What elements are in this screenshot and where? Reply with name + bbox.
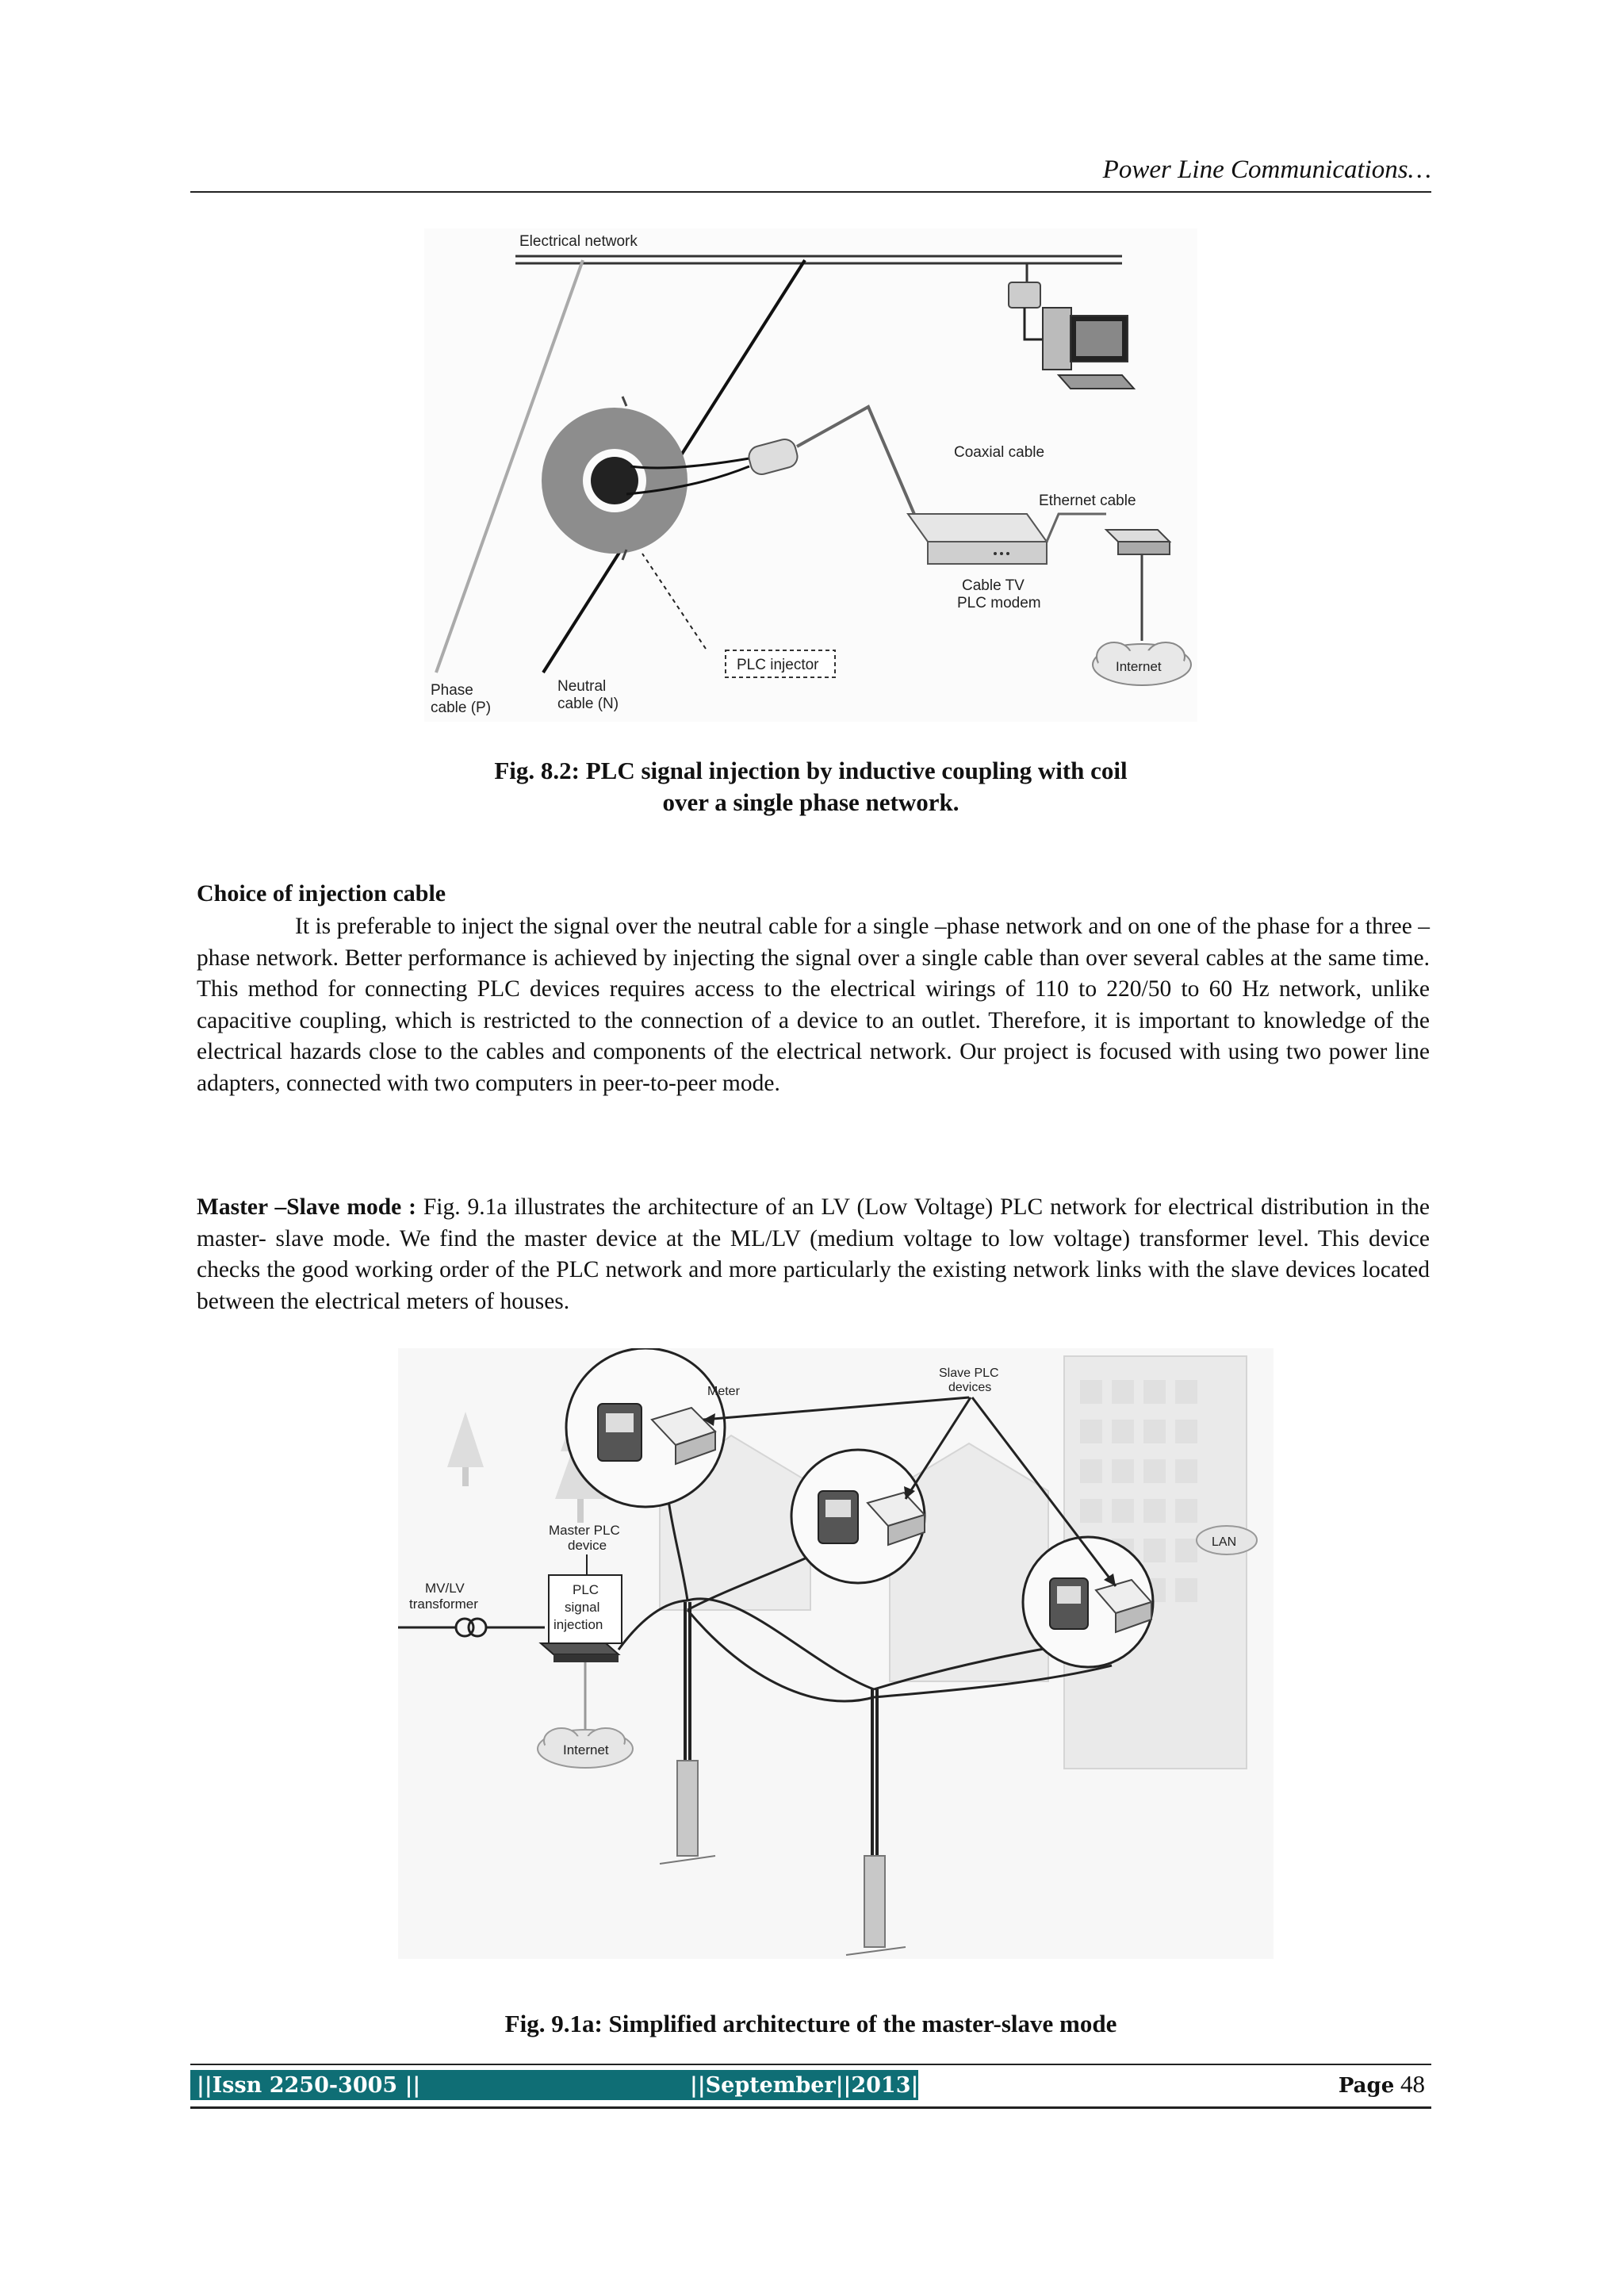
slave-site-building	[1023, 1537, 1153, 1667]
figure2-caption: Fig. 9.1a: Simplified architecture of the master-slave mode	[504, 2010, 1117, 2037]
utility-pole-2	[846, 1689, 906, 1955]
section-body-master-slave: Fig. 9.1a illustrates the architecture of an LV (Low Voltage) PLC network for electrical distribution in the master- slave mode. We find the master device at the ML/LV (medium voltage to low voltage) transformer level. This device checks the good working order of the PLC network and more particularly the existing network links with the slave devices located between the electrical meters of houses.	[197, 1194, 1430, 1314]
computer-icon	[1043, 308, 1134, 389]
plc-injector-device	[746, 437, 799, 477]
label-mvlv-line1: MV/LV	[425, 1581, 465, 1596]
label-neutral-line1: Neutral	[557, 678, 607, 695]
figure1-caption-line1: Fig. 8.2: PLC signal injection by inductive coupling with coil	[494, 757, 1128, 784]
figure-master-slave-architecture	[398, 1348, 1274, 1959]
label-master-line1: Master PLC	[549, 1523, 620, 1538]
label-internet-2: Internet	[563, 1742, 609, 1757]
label-plc-injector: PLC injector	[737, 657, 819, 673]
label-slave-line1: Slave PLC	[939, 1366, 999, 1380]
utility-pole-1	[660, 1602, 715, 1864]
label-ethernet-cable: Ethernet cable	[1039, 493, 1136, 509]
cable-tv-plc-modem	[908, 514, 1047, 564]
slave-site-meter	[566, 1348, 725, 1507]
section-body-injection-cable: It is preferable to inject the signal over the neutral cable for a single –phase network and on one of the phase for a three –phase network. Better performance is achieved by injecting the signal over a single cable than over several cables at the same time. This method for connecting PLC devices requires access to the electrical wirings of 110 to 220/50 to 60 Hz network, unlike capacitive coupling, which is restricted to the connection of a device to an outlet. Therefore, it is important to knowledge of the electrical hazards close to the cables and components of the electrical network. Our project is focused with using two power line adapters, connected with two computers in peer-to-peer mode.	[197, 914, 1430, 1096]
figure-inductive-coupling	[424, 228, 1197, 722]
label-phase-line1: Phase	[431, 682, 473, 699]
footer-date: ||September||2013||	[690, 2073, 927, 2098]
footer-page-label: Page	[1338, 2074, 1395, 2098]
label-neutral-line2: cable (N)	[557, 696, 619, 712]
label-electrical-network: Electrical network	[519, 233, 638, 250]
slave-site-house	[791, 1450, 925, 1583]
label-meter: Meter	[707, 1385, 740, 1398]
label-coaxial-cable: Coaxial cable	[954, 444, 1045, 461]
label-mvlv-line2: transformer	[409, 1596, 478, 1612]
figure1-caption-line2: over a single phase network.	[662, 788, 959, 816]
figure1-caption	[190, 755, 1431, 818]
label-plc-line2: signal	[565, 1600, 600, 1615]
label-master-line2: device	[568, 1538, 607, 1553]
label-phase-line2: cable (P)	[431, 700, 492, 716]
header-rule	[190, 191, 1431, 193]
label-modem-line2: PLC modem	[957, 595, 1041, 611]
label-modem-line1: Cable TV	[962, 577, 1025, 594]
section-heading-injection-cable: Choice of injection cable	[197, 880, 446, 907]
label-plc-line3: injection	[553, 1617, 603, 1632]
page-footer	[190, 2064, 1431, 2109]
running-title: Power Line Communications…	[1102, 155, 1431, 184]
mv-lv-transformer-icon	[398, 1619, 545, 1636]
label-slave-line2: devices	[948, 1381, 992, 1394]
footer-page-number	[1339, 2070, 1425, 2099]
outlet-plug-device	[1009, 282, 1040, 308]
footer-issn: ||Issn 2250-3005 ||	[197, 2073, 421, 2098]
label-lan: LAN	[1212, 1535, 1237, 1549]
label-plc-line1: PLC	[573, 1582, 599, 1597]
section-master-slave	[197, 1192, 1430, 1317]
label-internet: Internet	[1116, 659, 1162, 674]
footer-page-value: 48	[1400, 2070, 1425, 2098]
coupling-coil	[542, 408, 688, 554]
network-switch	[1106, 530, 1170, 554]
section-heading-master-slave: Master –Slave mode :	[197, 1194, 416, 1220]
